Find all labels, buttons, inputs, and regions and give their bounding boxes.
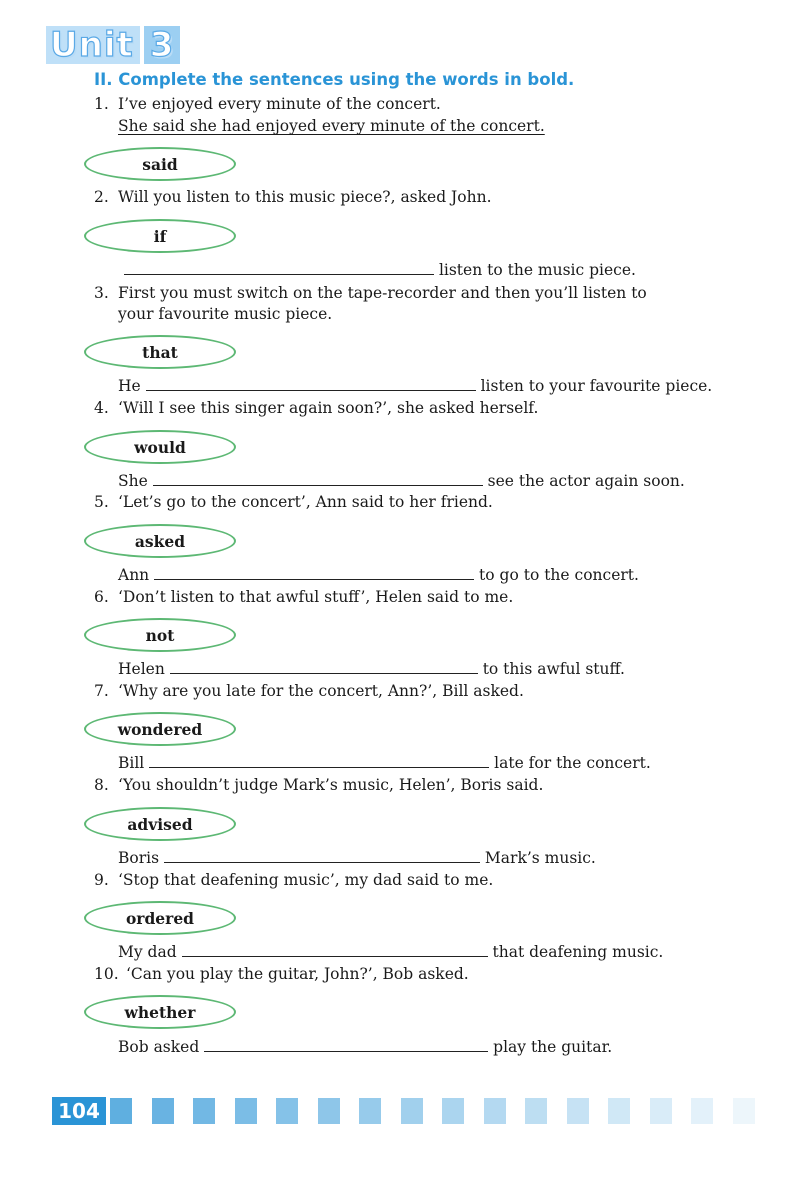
keyword-oval: ordered — [84, 901, 236, 935]
decorative-square — [359, 1098, 381, 1124]
keyword-oval: that — [84, 335, 236, 369]
answer-prefix: Helen — [118, 660, 165, 678]
item-number: 1. — [94, 95, 109, 113]
decorative-square — [650, 1098, 672, 1124]
sentence-text: Will you listen to this music piece?, asked John. — [118, 188, 492, 206]
answer-line — [118, 1037, 612, 1057]
item-number: 7. — [94, 682, 109, 700]
example-answer: She said she had enjoyed every minute of the concert. — [118, 117, 545, 135]
page-footer — [0, 1097, 800, 1127]
item-number: 3. — [94, 284, 109, 302]
example-sentence — [94, 94, 441, 114]
sentence-continuation: your favourite music piece. — [118, 305, 333, 323]
answer-blank[interactable] — [170, 659, 478, 674]
decorative-square — [276, 1098, 298, 1124]
answer-suffix: listen to your favourite piece. — [480, 377, 713, 395]
keyword-oval: whether — [84, 995, 236, 1029]
answer-suffix: listen to the music piece. — [438, 261, 636, 279]
decorative-square — [691, 1098, 713, 1124]
answer-suffix: that deafening music. — [492, 943, 664, 961]
decorative-square — [401, 1098, 423, 1124]
decorative-square — [525, 1098, 547, 1124]
answer-line — [118, 565, 639, 585]
answer-line — [124, 260, 636, 280]
decorative-square — [152, 1098, 174, 1124]
answer-blank[interactable] — [164, 848, 480, 863]
item-number: 8. — [94, 776, 109, 794]
answer-line — [118, 659, 625, 679]
sentence-text: ‘Don’t listen to that awful stuff’, Helen said to me. — [118, 588, 514, 606]
keyword-oval: not — [84, 618, 236, 652]
item-sentence — [94, 870, 493, 890]
item-number: 2. — [94, 188, 109, 206]
decorative-square — [442, 1098, 464, 1124]
item-number: 10. — [94, 965, 119, 983]
sentence-text: ‘Will I see this singer again soon?’, she asked herself. — [118, 399, 539, 417]
answer-prefix: Bob asked — [118, 1038, 200, 1056]
sentence-text: ‘Why are you late for the concert, Ann?’, Bill asked. — [118, 682, 524, 700]
answer-suffix: late for the concert. — [494, 754, 651, 772]
answer-prefix: Bill — [118, 754, 145, 772]
sentence-text: ‘You shouldn’t judge Mark’s music, Helen’, Boris said. — [118, 776, 544, 794]
answer-line — [118, 753, 651, 773]
sentence-text: First you must switch on the tape-recorder and then you’ll listen to — [118, 284, 647, 302]
decorative-square — [110, 1098, 132, 1124]
decorative-square — [484, 1098, 506, 1124]
unit-number: 3 — [144, 26, 181, 64]
answer-line — [118, 376, 712, 396]
sentence-text: ‘Stop that deafening music’, my dad said to me. — [118, 871, 494, 889]
item-number: 5. — [94, 493, 109, 511]
decorative-square — [608, 1098, 630, 1124]
answer-line — [118, 848, 596, 868]
item-sentence — [94, 775, 543, 795]
unit-label: Unit — [46, 26, 140, 64]
item-number: 6. — [94, 588, 109, 606]
keyword-oval: would — [84, 430, 236, 464]
task-heading: II. Complete the sentences using the words in bold. — [94, 70, 575, 89]
item-sentence — [94, 283, 647, 303]
answer-blank[interactable] — [153, 471, 483, 486]
answer-prefix: He — [118, 377, 141, 395]
answer-suffix: to this awful stuff. — [482, 660, 625, 678]
answer-line — [118, 942, 663, 962]
answer-suffix: play the guitar. — [493, 1038, 613, 1056]
keyword-oval: wondered — [84, 712, 236, 746]
answer-prefix: Boris — [118, 849, 160, 867]
keyword-oval: said — [84, 147, 236, 181]
item-number: 4. — [94, 399, 109, 417]
unit-header — [46, 26, 180, 64]
decorative-square — [193, 1098, 215, 1124]
answer-blank[interactable] — [149, 753, 489, 768]
item-sentence — [94, 492, 493, 512]
answer-blank[interactable] — [154, 565, 474, 580]
keyword-oval: advised — [84, 807, 236, 841]
answer-blank[interactable] — [182, 942, 488, 957]
item-number: 9. — [94, 871, 109, 889]
item-sentence — [94, 681, 524, 701]
decorative-square — [318, 1098, 340, 1124]
item-sentence — [94, 398, 538, 418]
answer-blank[interactable] — [204, 1037, 488, 1052]
sentence-text: ‘Can you play the guitar, John?’, Bob asked. — [126, 965, 469, 983]
page-number: 104 — [52, 1097, 106, 1125]
answer-suffix: see the actor again soon. — [487, 472, 685, 490]
keyword-oval: asked — [84, 524, 236, 558]
item-sentence — [94, 587, 513, 607]
answer-prefix: My dad — [118, 943, 177, 961]
sentence-text: ‘Let’s go to the concert’, Ann said to her friend. — [118, 493, 493, 511]
answer-suffix: Mark’s music. — [484, 849, 596, 867]
answer-line — [118, 471, 685, 491]
item-sentence — [94, 187, 492, 207]
sentence-text: I’ve enjoyed every minute of the concert. — [118, 95, 441, 113]
answer-prefix: She — [118, 472, 148, 490]
item-sentence — [94, 964, 469, 984]
answer-suffix: to go to the concert. — [479, 566, 639, 584]
answer-blank[interactable] — [124, 260, 434, 275]
decorative-square — [235, 1098, 257, 1124]
keyword-oval: if — [84, 219, 236, 253]
answer-prefix: Ann — [118, 566, 150, 584]
answer-blank[interactable] — [146, 376, 476, 391]
decorative-square — [733, 1098, 755, 1124]
decorative-square — [567, 1098, 589, 1124]
